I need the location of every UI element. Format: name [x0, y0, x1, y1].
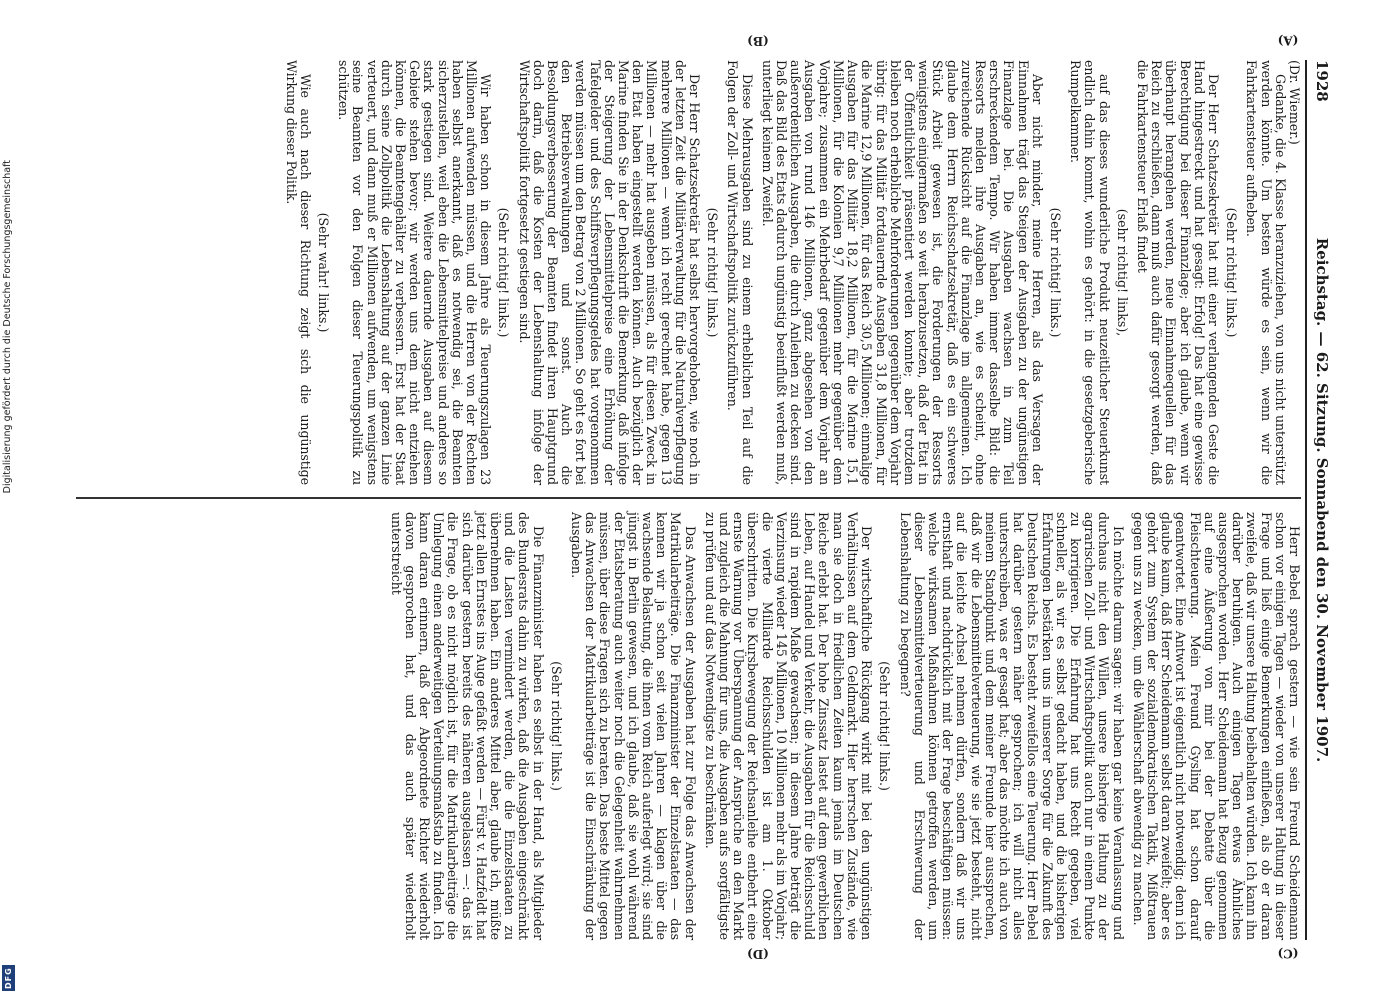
page-number: 1928 — [1313, 60, 1331, 102]
page-title: Reichstag. — 62. Sitzung. Sonnabend den 30. November 1907. — [1313, 237, 1331, 763]
interjection: (Sehr richtig! links.) — [705, 207, 721, 338]
interjection: (Sehr wahr! links.) — [316, 212, 331, 333]
paragraph: Ich möchte darum sagen: wir haben gar keine Veranlassung und durchaus nicht den Willen, unsere bisherige Haltung zu der agrarischen Zoll- und Wirtschaftspolitik auch nur in einem Punkte zu korrigieren. Die Erfahrung hat uns Recht gegeben, viel schneller, als wir es selbst gedacht haben, und die bisherigen Erfahrungen bestärken uns in unserer Sorge für die Zukunft des Deutschen Reichs. Es besteht zweifellos eine Teuerung. Herr Bebel hat darüber gestern näher gesprochen; ich will nicht alles unterschreiben, was er gesagt hat; aber das möchte ich auch von meinem Standpunkt und dem meiner Freunde hier aussprechen, daß wir die Lebensmittelverteuerung, wie sie jetzt besteht, nicht auf die leichte Achsel nehmen dürfen, sondern daß wir uns ernsthaft und nachdrücklich mit der Frage beschäftigen müssen: welche wirksamen Maßnahmen können getroffen werden, um dieser Lebensmittelverteuerung und Erschwerung der Lebenshaltung zu begegnen? — [897, 512, 1126, 940]
column-left — [76, 60, 1301, 485]
interjection: (sehr richtig! links), — [1114, 208, 1130, 337]
digitization-credit: Digitalisierung gefördert durch die Deutsche Forschungsgemeinschaft — [2, 160, 13, 494]
rotated-page-content — [70, 33, 1335, 961]
paragraph: Die Finanzminister haben es selbst in der Hand, als Mitglieder des Bundesrats dahin zu wirken, daß die Ausgaben eingeschränkt und die Lasten vermindert werden, die die Einzelstaaten zu übernehmen haben. Ein anderes Mittel aber, glaube ich, müßte jetzt allen Ernstes ins Auge gefaßt werden — Fürst v. Hatzfeldt hat sich darüber gestern bereits des näheren ausgelassen —: das ist die Frage, ob es nicht möglich ist, für die Matrikularbeiträge die Umlegung einen anderweitigen Verteilungsmaßstab zu finden. Ich kann daran erinnern, daß der Abgeordnete Richter wiederholt davon gesprochen hat, und das auch später wiederholt unterstreicht — [388, 512, 546, 940]
column-right — [76, 512, 1301, 940]
paragraph: Der wirtschaftliche Rückgang wirkt mit bei den ungünstigen Verhältnissen auf dem Geldmarkt. Hier herrschen Zustände, wie man sie doch in friedlichen Zeiten kaum jemals im Deutschen Reiche erlebt hat. Der hohe Zinssatz lastet auf dem gewerblichen Leben, auf Handel und Verkehr, die Ausgaben für die Reichsschuld sind in rapidem Maße gewachsen; in diesem Jahre beträgt die Verzinsung wieder 145 Millionen, 10 Millionen mehr als im Vorjahr; die vierte Milliarde Reichsschulden ist am 1. Oktober überschritten. Die Kursbewegung der Reichsanleihe entbehrt eine ernste Warnung vor Überspannung der Ansprüche an den Markt und zugleich die Mahnung für uns, die Ausgaben aufs sorgfältigste zu prüfen und auf das Notwendigste zu beschränken. — [702, 512, 875, 940]
interjection: (Sehr richtig! links.) — [1224, 207, 1240, 338]
margin-marker-a: (A) — [1277, 33, 1299, 48]
margin-marker-d: (D) — [747, 946, 769, 961]
page-header — [1305, 60, 1335, 940]
interjection: (Sehr richtig! links.) — [496, 207, 512, 338]
column-divider — [76, 497, 1301, 499]
margin-marker-c: (C) — [1277, 946, 1299, 961]
interjection: (Sehr richtig! links.) — [1047, 207, 1063, 338]
paragraph: Aber nicht minder, meine Herren, als das Versagen der Einnahmen trägt das Steigen der Ausgaben zu der ungünstigen Finanzlage bei. Die Ausgaben wachsen in zum Teil erschreckendem Tempo. Wir haben immer dasselbe Bild: die Ressorts melden ihre Ausgaben an, wie es scheint, ohne zureichende Rücksicht auf die Finanzlage im allgemeinen. Ich glaube dem Herrn Reichsschatzsekretär, daß es ein schweres Stück Arbeit gewesen ist, die Forderungen der Ressorts wenigstens einigermaßen so weit herabzusetzen, daß der Etat in der Öffentlichkeit präsentiert werden konnte; aber trotzdem bleiben noch erhebliche Mehrforderungen gegenüber dem Vorjahr übrig: für das Militär fortdauernde Ausgaben 31,8 Millionen, für die Marine 12,9 Millionen, für das Reich 30,5 Millionen; einmalige Ausgaben für das Militär 18,2 Millionen, für die Marine 15,1 Millionen, für die Kolonien 9,7 Millionen mehr gegenüber dem Vorjahre; zusammen ein Mehrbedarf gegenüber dem Vorjahr an Ausgaben von rund 146 Millionen, ganz abgesehen von den außerordentlichen Ausgaben, die durch Anleihen zu decken sind. Daß das Bild des Etats dadurch ungünstig beeinflußt werden muß, unterliegt keinem Zweifel. — [759, 60, 1045, 485]
interjection: (Sehr richtig! links.) — [548, 661, 564, 791]
speaker-label: (Dr. Wiemer.) — [1287, 60, 1302, 145]
paragraph: Herr Bebel sprach gestern — wie sein Freund Scheidemann schon vor einigen Tagen — wieder von unserer Haltung in dieser Frage und ließ einige Bemerkungen einfließen, als ob er daran zweifele, daß wir unsere Haltung beibehalten würden. Ich kann ihn darüber beruhigen. Auch einigen Tagen etwas Ähnliches ausgesprochen worden. Herr Scheidemann hat Bezug genommen auf eine Äußerung von mir bei der Debatte über die Fleischteuerung. Mein Freund Gysling hat schon darauf geantwortet. Eine Antwort ist eigentlich nicht notwendig; denn ich glaube kaum, daß Herr Scheidemann selbst daran zweifelt; aber es gehört zum System der sozialdemokratischen Taktik, Mißtrauen gegen uns zu wecken, um die Wählerschaft abwendig zu machen. — [1130, 512, 1302, 940]
paragraph: Das Anwachsen der Ausgaben hat zur Folge das Anwachsen der Matrikularbeiträge. Die Finanzminister der Einzelstaaten — das kennen wir ja schon seit vielen Jahren — klagen über die wachsende Belastung, die ihnen vom Reich auferlegt wird; sie sind jüngst in Berlin gewesen, und ich glaube, daß sie wohl während der Etatsberatung auch weiter noch die Gelegenheit wahrnehmen müssen, über diese Fragen sich zu beraten. Das beste Mittel gegen das Anwachsen der Matrikularbeiträge ist die Einschränkung der Ausgaben. — [569, 512, 698, 940]
paragraph: Wir haben schon in diesem Jahre als Teuerungszulagen 23 Millionen aufwenden müssen, und die Herren von der Rechten haben selbst anerkannt, daß es notwendig sei, die Beamten sicherzustellen, weil eben die Lebensmittelpreise und anderes so stark gestiegen sind. Weitere dauernde Ausgaben auf diesem Gebiete stehen bevor; wir werden uns dem nicht entziehen können, die Beamtengehälter zu verbessern. Erst hat der Staat durch seine Zollpolitik die Lebenshaltung auf der ganzen Linie verteuert, und dann muß er Millionen aufwenden, um wenigstens seine Beamten vor den Folgen dieser Teuerungspolitik zu schützen. — [336, 60, 494, 485]
dfg-logo: DFG — [2, 965, 15, 991]
paragraph: Diese Mehrausgaben sind zu einem erheblichen Teil auf die Folgen der Zoll- und Wirtschaftspolitik zurückzuführen. — [725, 60, 755, 485]
paragraph: Der Herr Schatzsekretär hat mit einer verlangenden Geste die Hand hingestreckt und hat gesagt: Erfolg! Das hat eine gewisse Berechtigung bei dieser Finanzlage; aber ich glaube, wenn wir überhaupt herangehen werden, neue Einnahmequellen für das Reich zu erschließen, dann muß auch dafür gesorgt werden, daß die Fahrkartensteuer Erlaß findet — [1134, 60, 1221, 485]
interjection: (Sehr richtig! links.) — [877, 661, 893, 791]
paragraph: Wie auch nach dieser Richtung zeigt sich die ungünstige Wirkung dieser Politik. — [283, 60, 313, 485]
paragraph: Der Herr Schatzsekretär hat selbst hervorgehoben, wie noch in der letzten Zeit die Militärverwaltung für die Naturalverpflegung mehrere Millionen — wenn ich recht gerechnet habe, gegen 13 Millionen — mehr hat ausgeben müssen, als für diesen Zweck in den Etat haben eingestellt werden können. Auch bezüglich der Marine finden Sie in der Denkschrift die Bemerkung, daß infolge der Steigerung der Lebensmittelpreise eine Erhöhung der Tafelgelder und des Schiffsverpflegungsgeldes hat vorgenommen werden müssen um den Betrag von 2 Millionen. So geht es fort bei den Betriebsverwaltungen und sonst. Auch die Besoldungsverbesserung der Beamten findet ihren Hauptgrund doch darin, daß die Kosten der Lebenshaltung infolge der Wirtschaftspolitik fortgesetzt gestiegen sind. — [516, 60, 703, 485]
paragraph: auf das dieses wunderliche Produkt neuzeitlicher Steuerkunst endlich dahin kommt, wohin es gehört: in die gesetzgeberische Rumpelkammer. — [1068, 60, 1112, 485]
paragraph: Gedanke, die 4. Klasse heranzuziehen, von uns nicht unterstützt werden könnte. Um besten würde es sein, wenn wir die Fahrkartensteuer aufheben. — [1244, 60, 1288, 485]
margin-marker-b: (B) — [747, 33, 769, 48]
scanned-page — [70, 33, 1335, 961]
